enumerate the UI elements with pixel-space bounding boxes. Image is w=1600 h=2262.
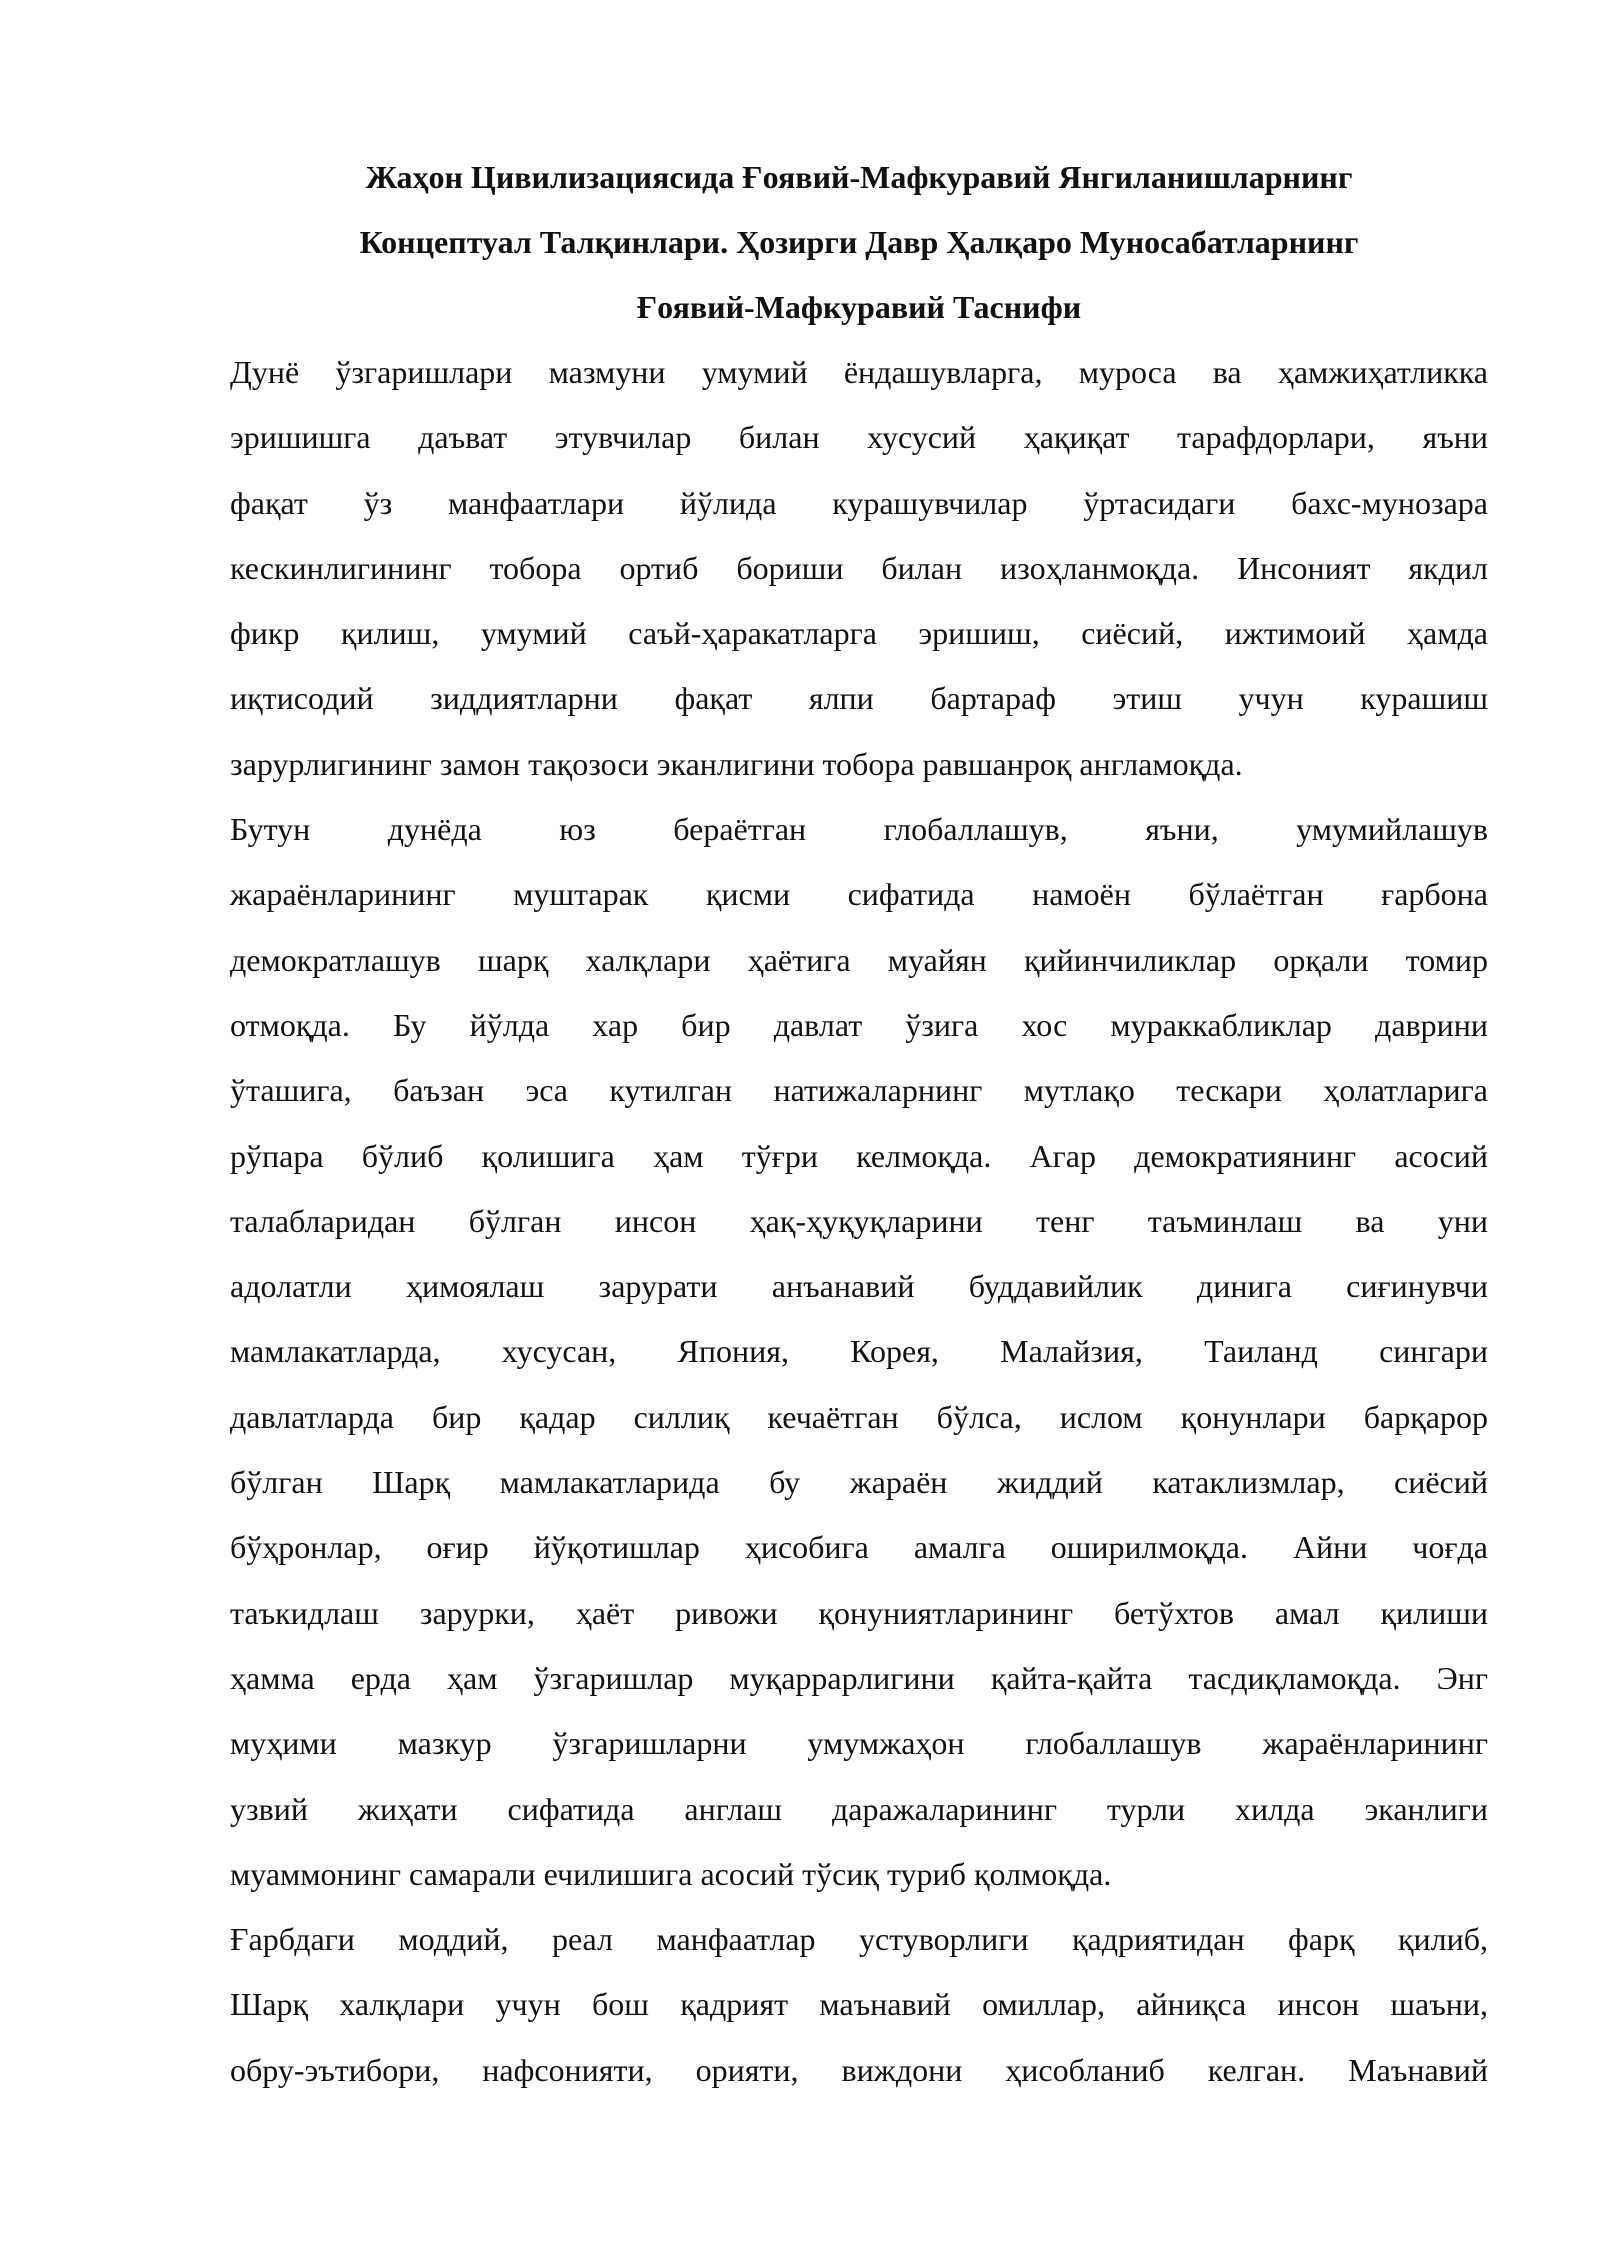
title-line: Жаҳон Цивилизациясида Ғоявий-Мафкуравий Янгиланишларнинг [365, 159, 1353, 195]
paragraph-line: ҳамма ерда ҳам ўзгаришлар муқаррарлигини қайта-қайта тасдиқламоқда. Энг [230, 1659, 1489, 1696]
body-paragraph [230, 1907, 1488, 2103]
paragraph-line: эришишга даъват этувчилар билан хусусий ҳақиқат тарафдорлари, яъни [230, 419, 1488, 456]
body-paragraph [230, 797, 1488, 1907]
paragraph-line: бўлган Шарқ мамлакатларида бу жараён жиддий катаклизмлар, сиёсий [230, 1464, 1489, 1501]
paragraph-line: Шарқ халқлари учун бош қадрият маънавий омиллар, айниқса инсон шаъни, [230, 1986, 1488, 2023]
paragraph-line: кескинлигининг тобора ортиб бориши билан изоҳланмоқда. Инсоният якдил [230, 549, 1488, 586]
body-paragraph [230, 340, 1488, 797]
paragraph-line: узвий жиҳати сифатида англаш даражаларининг турли хилда эканлиги [230, 1790, 1489, 1827]
paragraph-line: рўпара бўлиб қолишига ҳам тўғри келмоқда. Агар демократиянинг асосий [230, 1137, 1488, 1174]
document-body [230, 145, 1488, 2103]
title-line: Ғоявий-Мафкуравий Таснифи [636, 289, 1082, 325]
paragraph-line: демократлашув шарқ халқлари ҳаётига муайян қийинчиликлар орқали томир [230, 941, 1489, 978]
paragraph-line: бўҳронлар, оғир йўқотишлар ҳисобига амалга оширилмоқда. Айни чоғда [230, 1529, 1489, 1566]
paragraph-line: Дунё ўзгаришлари мазмуни умумий ёндашувларга, муроса ва ҳамжиҳатликка [230, 354, 1489, 390]
paragraph-line: муаммонинг самарали ечилишига асосий тўсиқ туриб қолмоқда. [230, 1855, 1112, 1892]
paragraph-line: мамлакатларда, хусусан, Япония, Корея, Малайзия, Таиланд сингари [230, 1333, 1488, 1370]
paragraph-line: жараёнларининг муштарак қисми сифатида намоён бўлаётган ғарбона [230, 876, 1489, 913]
paragraph-line: давлатларда бир қадар силлиқ кечаётган бўлса, ислом қонунлари барқарор [230, 1398, 1489, 1435]
document-title [230, 145, 1488, 340]
title-line: Концептуал Талқинлари. Ҳозирги Давр Ҳалқаро Муносабатларнинг [359, 224, 1359, 260]
paragraph-line: адолатли ҳимоялаш зарурати анъанавий буддавийлик динига сиғинувчи [230, 1268, 1488, 1305]
paragraph-line: фикр қилиш, умумий саъй-ҳаракатларга эришиш, сиёсий, ижтимоий ҳамда [230, 615, 1488, 652]
paragraph-line: обру-эътибори, нафсонияти, орияти, виждони ҳисобланиб келган. Маънавий [230, 2051, 1489, 2088]
paragraph-list [230, 340, 1488, 2103]
paragraph-line: муҳими мазкур ўзгаришларни умумжаҳон глобаллашув жараёнларининг [230, 1725, 1488, 1762]
paragraph-line: ўташига, баъзан эса кутилган натижаларнинг мутлақо тескари ҳолатларига [230, 1072, 1488, 1109]
paragraph-line: отмоқда. Бу йўлда хар бир давлат ўзига хос мураккабликлар даврини [230, 1006, 1489, 1043]
paragraph-line: зарурлигининг замон тақозоси эканлигини тобора равшанроқ англамоқда. [230, 745, 1243, 782]
paragraph-line: Ғарбдаги моддий, реал манфаатлар устуворлиги қадриятидан фарқ қилиб, [230, 1921, 1489, 1958]
paragraph-line: талабларидан бўлган инсон ҳақ-ҳуқуқларини тенг таъминлаш ва уни [230, 1202, 1488, 1239]
paragraph-line: Бутун дунёда юз бераётган глобаллашув, яъни, умумийлашув [230, 811, 1488, 848]
paragraph-line: таъкидлаш зарурки, ҳаёт ривожи қонуниятларининг бетўхтов амал қилиши [230, 1594, 1488, 1631]
paragraph-line: иқтисодий зиддиятларни фақат ялпи бартараф этиш учун курашиш [230, 680, 1488, 717]
paragraph-line: фақат ўз манфаатлари йўлида курашувчилар ўртасидаги бахс-мунозара [230, 484, 1488, 521]
